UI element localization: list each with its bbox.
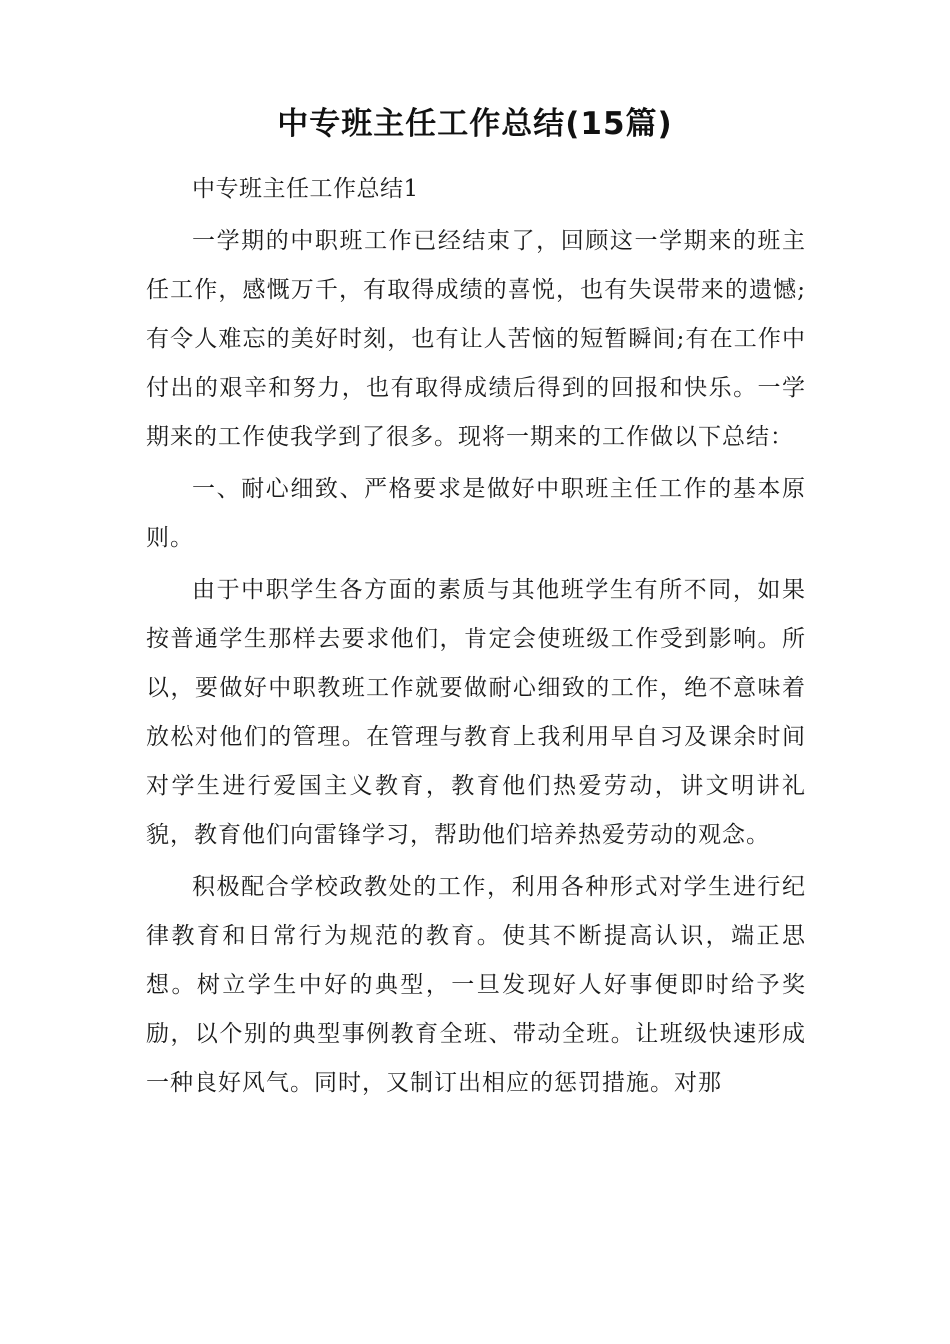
document-body — [146, 165, 806, 1111]
paragraph: 一学期的中职班工作已经结束了，回顾这一学期来的班主任工作，感慨万千，有取得成绩的喜悦，也有失误带来的遗憾;有令人难忘的美好时刻，也有让人苦恼的短暂瞬间;有在工作中付出的艰辛和努力，也有取得成绩后得到的回报和快乐。一学期来的工作使我学到了很多。现将一期来的工作做以下总结： — [146, 228, 806, 450]
section-heading: 中专班主任工作总结1 — [192, 176, 419, 202]
paragraph: 一、耐心细致、严格要求是做好中职班主任工作的基本原则。 — [146, 476, 806, 551]
paragraph: 积极配合学校政教处的工作，利用各种形式对学生进行纪律教育和日常行为规范的教育。使其不断提高认识，端正思想。树立学生中好的典型，一旦发现好人好事便即时给予奖励，以个别的典型事例教育全班、带动全班。让班级快速形成一种良好风气。同时，又制订出相应的惩罚措施。对那 — [146, 874, 806, 1096]
paragraph: 由于中职学生各方面的素质与其他班学生有所不同，如果按普通学生那样去要求他们，肯定会使班级工作受到影响。所以，要做好中职教班工作就要做耐心细致的工作，绝不意味着放松对他们的管理。在管理与教育上我利用早自习及课余时间对学生进行爱国主义教育，教育他们热爱劳动，讲文明讲礼貌，教育他们向雷锋学习，帮助他们培养热爱劳动的观念。 — [146, 577, 806, 848]
document-title: 中专班主任工作总结(15篇) — [277, 106, 673, 142]
